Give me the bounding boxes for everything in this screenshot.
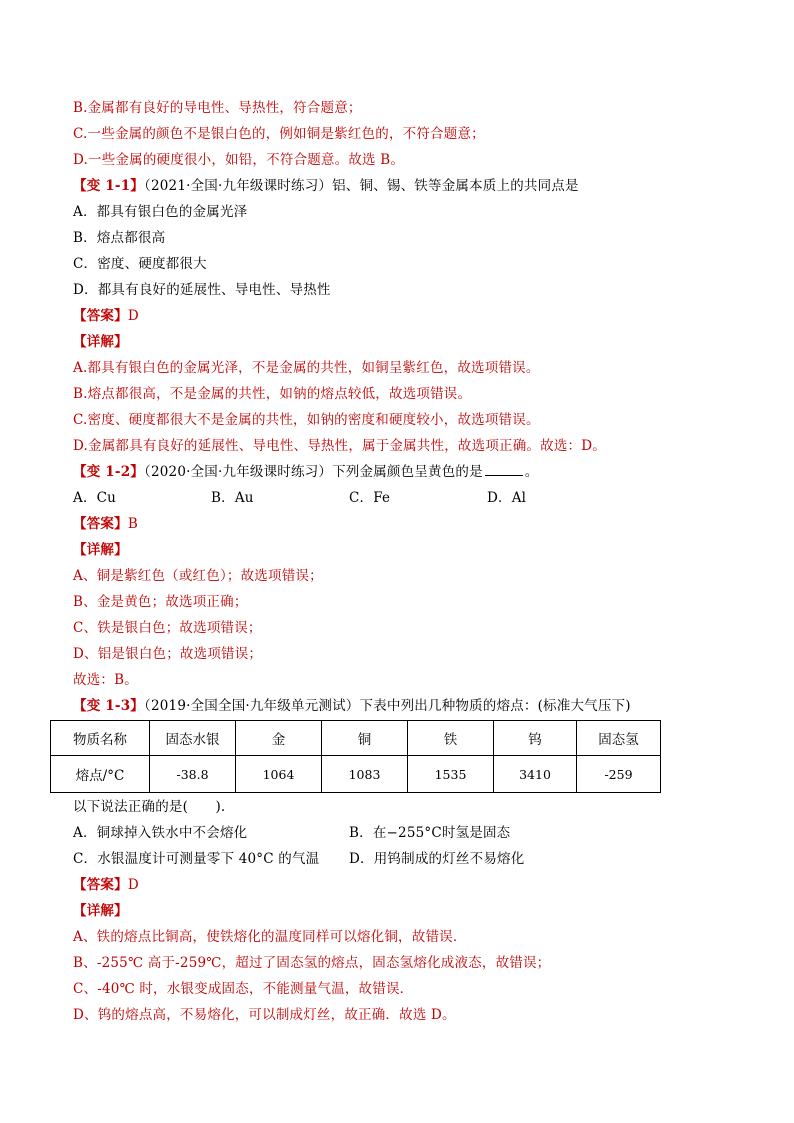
table-header-row: [51, 721, 661, 756]
detail-line: D、钨的熔点高，不易熔化，可以制成灯丝，故正确．故选 D。: [73, 1007, 456, 1023]
table-cell: 物质名称: [51, 721, 150, 756]
detail-line: C、-40℃ 时，水银变成固态，不能测量气温，故错误．: [73, 981, 414, 997]
table-cell: 金: [236, 721, 322, 756]
answer-line: [73, 874, 139, 896]
table-cell: -38.8: [150, 756, 236, 793]
table-cell: 铜: [322, 721, 408, 756]
option-a: A．Cu: [73, 490, 117, 506]
table-cell: -259: [577, 756, 661, 793]
table-cell: 钨: [494, 721, 577, 756]
option-d: D．Al: [487, 490, 527, 506]
table-cell: 固态水银: [150, 721, 236, 756]
question-1-1-tag: 【变 1-1】: [73, 178, 144, 194]
option-c: C．密度、硬度都很大: [73, 256, 207, 272]
option-b: B．在−255°C时氢是固态: [349, 825, 511, 841]
prev-detail-d: D.一些金属的硬度很小，如铅，不符合题意。故选 B。: [73, 152, 405, 168]
table-cell: 熔点/°C: [51, 756, 150, 793]
question-1-3-stem: [73, 695, 631, 717]
options-row: [73, 848, 524, 870]
question-1-2-text: （2020·全国·九年级课时练习）下列金属颜色呈黄色的是: [144, 464, 483, 480]
detail-tag: 【详解】: [73, 334, 128, 350]
answer-tag: 【答案】: [73, 516, 128, 532]
detail-line: D.金属都具有良好的延展性、导电性、导热性，属于金属共性，故选项正确。故选：D。: [73, 438, 606, 454]
detail-tag: 【详解】: [73, 542, 128, 558]
answer-value: D: [127, 877, 139, 893]
detail-line: C、铁是银白色；故选项错误；: [73, 620, 262, 636]
option-d: D．用钨制成的灯丝不易熔化: [349, 851, 525, 867]
detail-line: A、铁的熔点比铜高，使铁熔化的温度同样可以熔化铜，故错误．: [73, 929, 467, 945]
question-1-2-end: 。: [524, 464, 539, 480]
options-row: [73, 822, 510, 844]
option-a: A．都具有银白色的金属光泽: [73, 204, 248, 220]
detail-line: B、-255℃ 高于-259℃，超过了固态氢的熔点，固态氢熔化成液态，故错误；: [73, 955, 551, 971]
detail-line: D、铝是银白色；故选项错误；: [73, 646, 263, 662]
table-cell: 3410: [494, 756, 577, 793]
question-1-1-stem: [73, 175, 579, 197]
table-cell: 1083: [322, 756, 408, 793]
question-1-2-stem: [73, 461, 539, 483]
option-a: A．铜球掉入铁水中不会熔化: [73, 825, 248, 841]
table-cell: 铁: [408, 721, 494, 756]
option-b: B．Au: [211, 490, 254, 506]
option-c: C．水银温度计可测量零下 40°C 的气温: [73, 851, 320, 867]
prev-detail-c: C.一些金属的颜色不是银白色的，例如铜是紫红色的，不符合题意；: [73, 126, 485, 142]
answer-line: [73, 513, 138, 535]
question-1-3-tag: 【变 1-3】: [73, 698, 144, 714]
detail-line: A、铜是紫红色（或红色）；故选项错误；: [73, 568, 323, 584]
table-cell: 1064: [236, 756, 322, 793]
table-cell: 1535: [408, 756, 494, 793]
detail-line: C.密度、硬度都很大不是金属的共性，如钠的密度和硬度较小，故选项错误。: [73, 412, 540, 428]
question-1-1-text: （2021·全国·九年级课时练习）铝、铜、锡、铁等金属本质上的共同点是: [144, 178, 579, 194]
detail-tag: 【详解】: [73, 903, 128, 919]
conclusion-line: 故选：B。: [73, 672, 138, 688]
answer-blank: [485, 461, 523, 476]
question-1-3-question: 以下说法正确的是( ).: [73, 799, 226, 815]
option-d: D．都具有良好的延展性、导电性、导热性: [73, 282, 331, 298]
detail-line: B.熔点都很高，不是金属的共性，如钠的熔点较低，故选项错误。: [73, 386, 472, 402]
option-b: B．熔点都很高: [73, 230, 166, 246]
table-row: [51, 756, 661, 793]
melting-point-table: [50, 720, 661, 793]
answer-tag: 【答案】: [73, 877, 128, 893]
detail-line: B、金是黄色；故选项正确；: [73, 594, 248, 610]
answer-line: [73, 305, 139, 327]
answer-value: B: [127, 516, 138, 532]
table-cell: 固态氢: [577, 721, 661, 756]
answer-value: D: [127, 308, 139, 324]
option-c: C．Fe: [349, 490, 391, 506]
options-row: [73, 487, 625, 509]
prev-detail-b: B.金属都有良好的导电性、导热性，符合题意；: [73, 100, 362, 116]
question-1-3-text: （2019·全国全国·九年级单元测试）下表中列出几种物质的熔点：(标准大气压下): [144, 698, 631, 714]
detail-line: A.都具有银白色的金属光泽，不是金属的共性，如铜呈紫红色，故选项错误。: [73, 360, 540, 376]
answer-tag: 【答案】: [73, 308, 128, 324]
question-1-2-tag: 【变 1-2】: [73, 464, 144, 480]
